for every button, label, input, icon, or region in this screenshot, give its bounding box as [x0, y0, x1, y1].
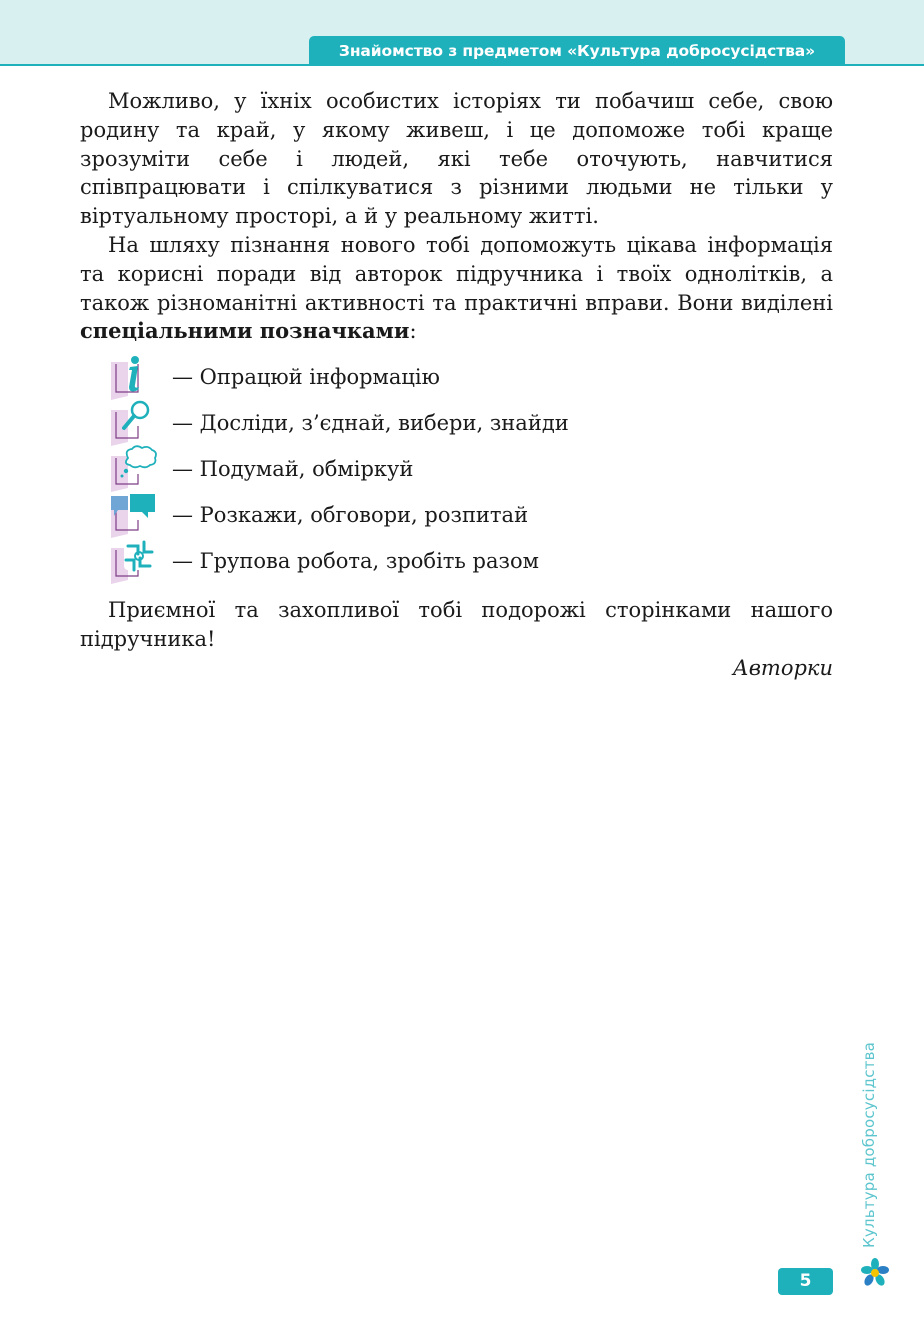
- paragraph-2-text: На шляху пізнання нового тобі допоможуть цікава інформація та корисні поради від авторок підручника і твоїх однолітків, а також різноманітні активності та практичні вправи. Вони виділені: [80, 232, 833, 315]
- flower-logo-icon: [861, 1258, 889, 1286]
- side-title: Культура добросусідства: [860, 1041, 878, 1248]
- info-icon: [108, 352, 158, 402]
- thought-bubble-icon: [108, 444, 158, 494]
- marker-label: — Розкажи, обговори, розпитай: [172, 503, 529, 528]
- paragraph-1: Можливо, у їхніх особистих історіях ти побачиш себе, свою родину та край, у якому живеш, і це допоможе тобі краще зрозуміти себе і людей, які тебе оточують, навчитися співпрацювати і спілкуватися з різними людьми не тільки у віртуальному просторі, а й у реальному житті.: [80, 89, 833, 229]
- page-number: 5: [778, 1268, 833, 1295]
- marker-label: — Групова робота, зробіть разом: [172, 549, 539, 574]
- page-content: [80, 87, 833, 683]
- marker-label: — Досліди, з’єднай, вибери, знайди: [172, 411, 569, 436]
- speech-bubbles-icon: [108, 490, 158, 540]
- closing-paragraph: Приємної та захопливої тобі подорожі сторінками нашого підручника!: [80, 598, 833, 651]
- paragraph-2: [80, 231, 833, 346]
- marker-label: — Опрацюй інформацію: [172, 365, 440, 390]
- group-hands-icon: [108, 536, 158, 586]
- magnifier-icon: [108, 398, 158, 448]
- marker-label: — Подумай, обміркуй: [172, 457, 414, 482]
- paragraph-2-bold: спеціальними позначками: [80, 318, 410, 344]
- marker-item-research: [80, 400, 833, 446]
- marker-item-info: [80, 354, 833, 400]
- marker-legend: [80, 354, 833, 584]
- marker-item-group: [80, 538, 833, 584]
- signature: Авторки: [732, 655, 833, 680]
- marker-item-discuss: [80, 492, 833, 538]
- paragraph-2-end: :: [409, 319, 417, 344]
- chapter-title: Знайомство з предметом «Культура добросусідства»: [309, 36, 845, 66]
- marker-item-think: [80, 446, 833, 492]
